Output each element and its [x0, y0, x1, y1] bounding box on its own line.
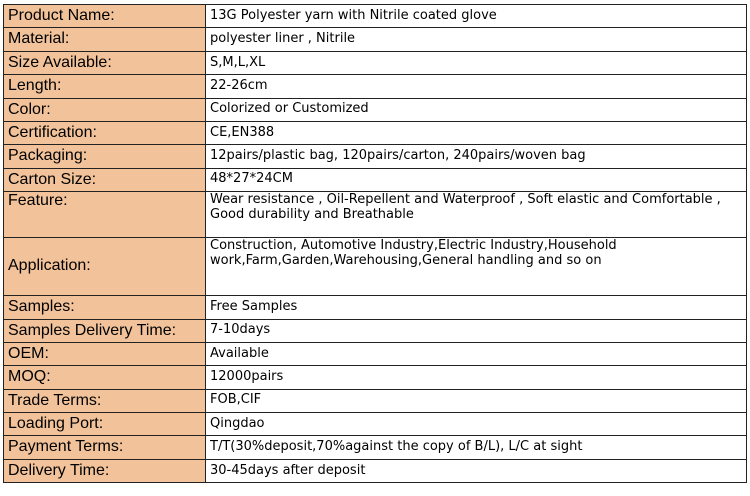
product-spec-table [3, 4, 747, 483]
row-label: Packaging: [4, 145, 206, 168]
row-label: Color: [4, 98, 206, 121]
row-value: 13G Polyester yarn with Nitrile coated glove [206, 5, 747, 28]
row-label: Carton Size: [4, 168, 206, 191]
row-value: 22-26cm [206, 75, 747, 98]
row-label: Delivery Time: [4, 459, 206, 482]
row-label: Application: [4, 238, 206, 296]
table-row [4, 5, 747, 28]
table-row [4, 413, 747, 436]
table-row [4, 75, 747, 98]
table-row [4, 121, 747, 144]
row-label: Payment Terms: [4, 436, 206, 459]
row-value: 48*27*24CM [206, 168, 747, 191]
row-label: Product Name: [4, 5, 206, 28]
table-row [4, 459, 747, 482]
row-value: Free Samples [206, 296, 747, 319]
table-row [4, 319, 747, 342]
row-label: Loading Port: [4, 413, 206, 436]
table-row [4, 296, 747, 319]
row-value: FOB,CIF [206, 389, 747, 412]
row-value: T/T(30%deposit,70%against the copy of B/L), L/C at sight [206, 436, 747, 459]
row-value: S,M,L,XL [206, 51, 747, 74]
row-label: Certification: [4, 121, 206, 144]
row-value: Available [206, 342, 747, 365]
table-row [4, 192, 747, 238]
row-label: Size Available: [4, 51, 206, 74]
table-row [4, 389, 747, 412]
table-row [4, 51, 747, 74]
row-value: polyester liner , Nitrile [206, 28, 747, 51]
table-row [4, 238, 747, 296]
row-value: Qingdao [206, 413, 747, 436]
table-row [4, 366, 747, 389]
row-value: 7-10days [206, 319, 747, 342]
table-row [4, 28, 747, 51]
row-value: Construction, Automotive Industry,Electric Industry,Household work,Farm,Garden,Warehousing,General handling and so on [206, 238, 747, 296]
table-row [4, 145, 747, 168]
row-label: Trade Terms: [4, 389, 206, 412]
row-value: CE,EN388 [206, 121, 747, 144]
row-value: Wear resistance , Oil-Repellent and Waterproof , Soft elastic and Comfortable , Good durability and Breathable [206, 192, 747, 238]
row-value: Colorized or Customized [206, 98, 747, 121]
row-label: Samples Delivery Time: [4, 319, 206, 342]
row-value: 12pairs/plastic bag, 120pairs/carton, 240pairs/woven bag [206, 145, 747, 168]
table-row [4, 436, 747, 459]
row-label: Length: [4, 75, 206, 98]
row-value: 12000pairs [206, 366, 747, 389]
row-label: OEM: [4, 342, 206, 365]
row-label: Material: [4, 28, 206, 51]
table-row [4, 98, 747, 121]
row-label: Feature: [4, 192, 206, 238]
table-row [4, 342, 747, 365]
row-label: Samples: [4, 296, 206, 319]
row-label: MOQ: [4, 366, 206, 389]
row-value: 30-45days after deposit [206, 459, 747, 482]
table-row [4, 168, 747, 191]
